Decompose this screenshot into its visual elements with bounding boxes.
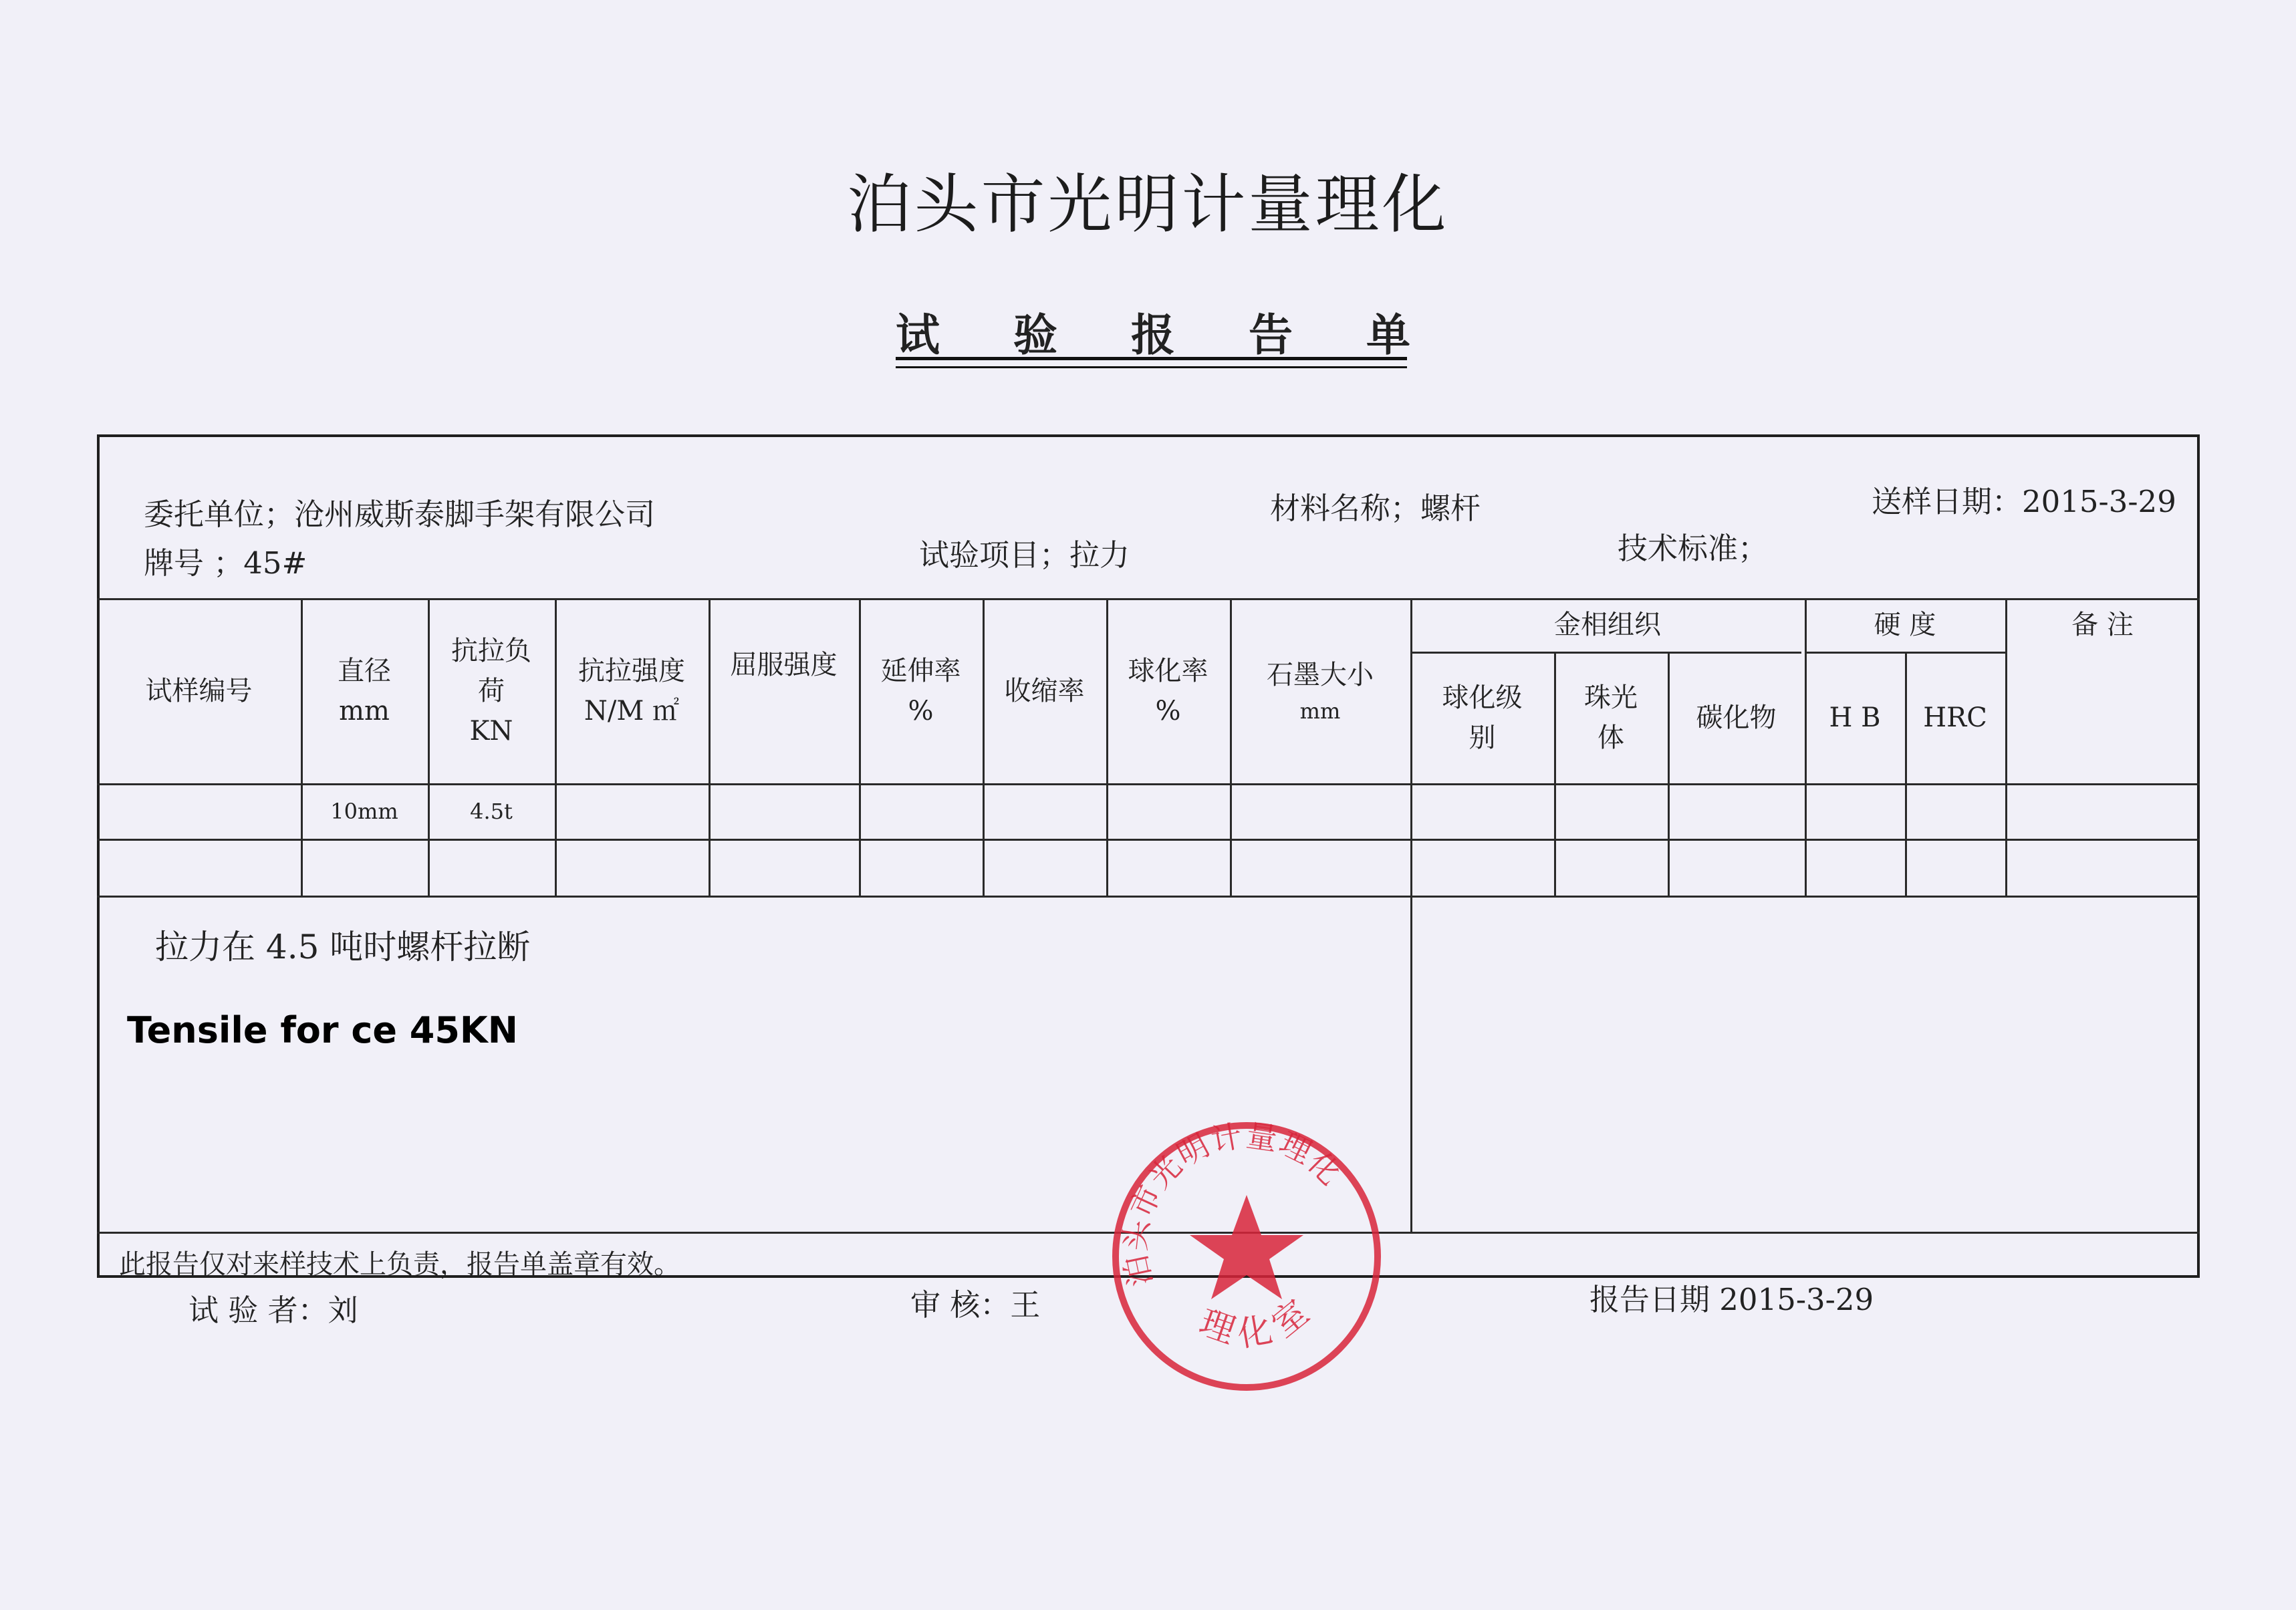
client-unit: 委托单位；沧州威斯泰脚手架有限公司	[144, 497, 656, 532]
data-row-2-line	[97, 896, 2200, 898]
official-seal-stamp	[1106, 1116, 1387, 1397]
cell-value: 4.5t	[470, 798, 513, 824]
col-header-diameter	[301, 598, 428, 783]
col-header-tensile-strength	[555, 598, 709, 783]
data-row-1-line	[97, 839, 2200, 841]
col-header-spher-grade	[1410, 652, 1554, 783]
col-header-sample-no	[97, 598, 301, 783]
col-header-hrc	[1905, 652, 2005, 783]
seal-text-bottom: 理化室	[1194, 1286, 1324, 1355]
col-header-hb	[1805, 652, 1905, 783]
header-unit: KN	[469, 715, 513, 747]
star-icon	[1190, 1195, 1303, 1299]
col-header-hardness	[1805, 598, 2005, 652]
header-text: 直径	[338, 655, 391, 686]
header-text: HRC	[1923, 702, 1987, 733]
header-unit: mm	[1299, 698, 1341, 724]
material-name: 材料名称；螺杆	[1270, 491, 1481, 526]
document-title-char: 报	[1131, 309, 1175, 361]
header-text: 别	[1469, 722, 1496, 753]
col-header-pearlite	[1554, 652, 1668, 783]
header-text: 碳化物	[1696, 702, 1777, 733]
document-title-char: 试	[896, 309, 940, 361]
report-date: 报告日期 2015-3-29	[1589, 1282, 1874, 1317]
header-text: 石墨大小	[1267, 659, 1374, 690]
header-text: 抗拉强度	[578, 655, 685, 686]
col-header-elongation	[859, 598, 983, 783]
table-cell-diameter	[301, 783, 428, 839]
col-header-spheroidization	[1106, 598, 1230, 783]
technical-standard: 技术标准；	[1618, 531, 1769, 566]
header-text: 屈服强度	[730, 650, 838, 680]
header-text: 抗拉负	[451, 635, 531, 666]
remark-chinese: 拉力在 4.5 吨时螺杆拉断	[155, 928, 531, 966]
test-item: 试验项目；拉力	[919, 537, 1130, 573]
cell-value: 10mm	[330, 798, 398, 824]
header-text: 试样编号	[145, 675, 253, 706]
col-header-graphite-size	[1230, 598, 1410, 783]
seal-text-top: 泊头市光明计量理化	[1116, 1117, 1350, 1290]
header-text: 延伸率	[880, 655, 961, 686]
header-text: 备 注	[2071, 610, 2134, 640]
reviewer-name: 审 核：王	[910, 1287, 1041, 1323]
col-header-metallographic	[1410, 598, 1805, 652]
header-unit: %	[1155, 695, 1181, 726]
header-text: 球化级	[1442, 682, 1523, 713]
col-header-reduction	[983, 598, 1106, 783]
document-title	[896, 309, 1410, 361]
footer-note: 此报告仅对来样技术上负责，报告单盖章有效。	[119, 1249, 680, 1280]
col-header-tensile-load	[428, 598, 555, 783]
header-unit: mm	[339, 695, 390, 726]
header-text: 球化率	[1128, 655, 1208, 686]
grade-number: 牌号 ；45#	[144, 545, 307, 581]
remark-english: Tensile for ce 45KN	[127, 1009, 518, 1051]
header-text: 珠光	[1584, 682, 1638, 713]
header-text: 收缩率	[1004, 675, 1085, 706]
header-unit: %	[908, 695, 934, 726]
document-title-char: 单	[1366, 309, 1410, 361]
sample-date: 送样日期：2015-3-29	[1872, 484, 2176, 519]
header-unit: N/M ㎡	[584, 695, 680, 726]
organization-title: 泊头市光明计量理化	[847, 167, 1449, 242]
tester-name: 试 验 者：刘	[188, 1293, 358, 1328]
header-text: 荷	[478, 675, 505, 706]
col-header-remarks	[2005, 598, 2200, 652]
header-text: 金相组织	[1554, 610, 1661, 640]
col-header-carbide	[1668, 652, 1805, 783]
title-underline	[896, 357, 1407, 360]
document-title-char: 验	[1013, 309, 1057, 361]
table-cell-tensile-load	[428, 783, 555, 839]
document-title-char: 告	[1249, 309, 1293, 361]
header-text: 硬 度	[1874, 610, 1936, 640]
header-text: H B	[1829, 702, 1881, 733]
title-underline-second	[896, 366, 1407, 368]
col-header-yield-strength	[709, 598, 859, 732]
header-text: 体	[1598, 722, 1624, 753]
